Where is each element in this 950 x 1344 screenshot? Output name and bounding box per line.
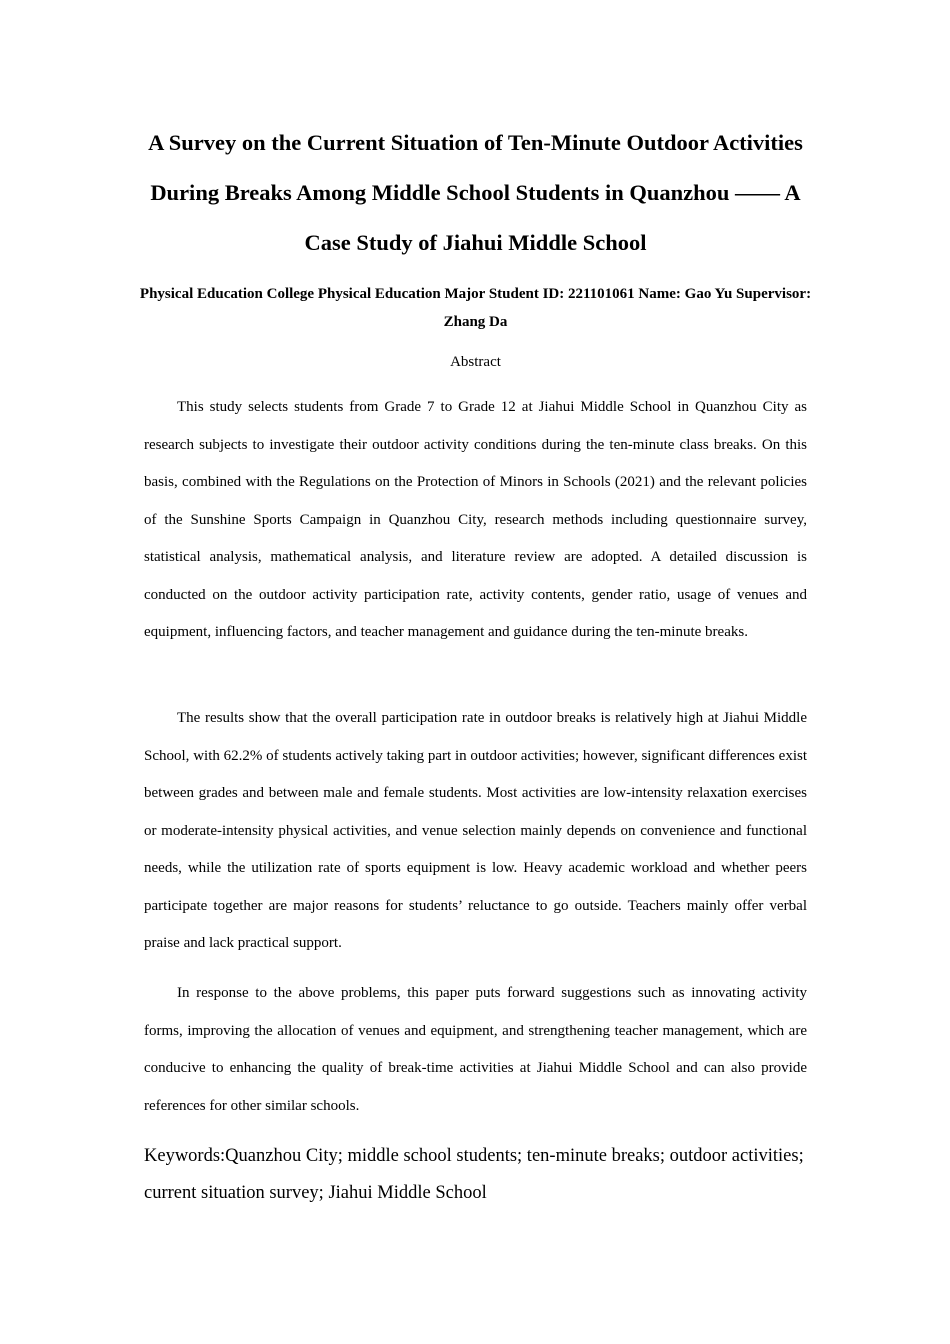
abstract-paragraph-1: This study selects students from Grade 7 to Grade 12 at Jiahui Middle School in Quanzhou City as research subjects to investigate their outdoor activity conditions during the ten-minute class breaks. On this basis, combined with the Regulations on the Protection of Minors in Schools (2021) and the relevant policies of the Sunshine Sports Campaign in Quanzhou City, research methods including questionnaire survey, statistical analysis, mathematical analysis, and literature review are adopted. A detailed discussion is conducted on the outdoor activity participation rate, activity contents, gender ratio, usage of venues and equipment, influencing factors, and teacher management and guidance during the ten-minute breaks. xyxy=(144,399,807,640)
abstract-paragraph-2: The results show that the overall participation rate in outdoor breaks is relatively high at Jiahui Middle School, with 62.2% of students actively taking part in outdoor activities; however, significant differences exist between grades and between male and female students. Most activities are low-intensity relaxation exercises or moderate-intensity physical activities, and venue selection mainly depends on convenience and functional needs, while the utilization rate of sports equipment is low. Heavy academic workload and whether peers participate together are major reasons for students’ reluctance to go outside. Teachers mainly offer verbal praise and lack practical support. xyxy=(144,710,807,951)
paper-title: A Survey on the Current Situation of Ten-Minute Outdoor Activities During Breaks Among Middle School Students in Quanzhou —— A Case Study of Jiahui Middle School xyxy=(148,130,803,255)
keywords: Keywords:Quanzhou City; middle school students; ten-minute breaks; outdoor activities; current situation survey; Jiahui Middle School xyxy=(144,1146,804,1203)
author-line: Physical Education College Physical Education Major Student ID: 221101061 Name: Gao Yu Supervisor: Zhang Da xyxy=(139,286,812,330)
abstract-paragraph-3: In response to the above problems, this paper puts forward suggestions such as innovating activity forms, improving the allocation of venues and equipment, and strengthening teacher management, which are conducive to enhancing the quality of break-time activities at Jiahui Middle School and can also provide references for other similar schools. xyxy=(144,985,807,1114)
abstract-heading: Abstract xyxy=(450,354,501,370)
